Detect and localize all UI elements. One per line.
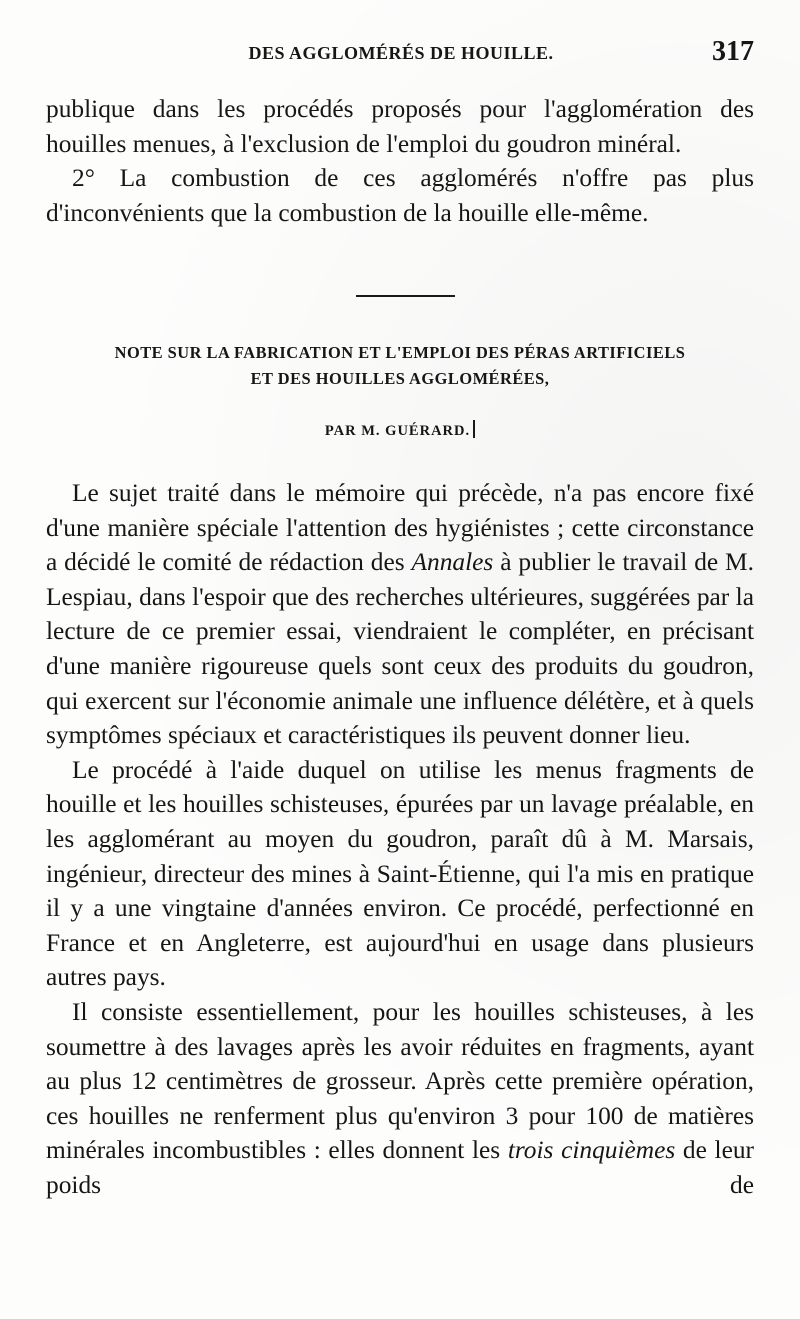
body-paragraph-2: Le procédé à l'aide duquel on utilise les menus fragments de houille et les houilles schisteuses, épurées par un lavage préalable, en les agglomérant au moyen du goudron, paraît dû à M. Marsais, ingénieur, directeur des mines à Saint-Étienne, qui l'a mis en pratique il y a une vingtaine d'années environ. Ce procédé, perfectionné en France et en Angleterre, est aujourd'hui en usage dans plusieurs autres pays. xyxy=(46,755,754,992)
margin-mark xyxy=(473,420,475,438)
annales-italic: Annales xyxy=(411,548,494,577)
note-title-line-1: NOTE SUR LA FABRICATION ET L'EMPLOI DES PÉRAS ARTIFICIELS xyxy=(114,343,686,362)
trois-cinquiemes-italic: trois cinquièmes xyxy=(507,1136,676,1165)
body-paragraph-1-text-a: Le sujet traité dans le mémoire qui précède, n'a pas encore fixé d'une manière spéciale l'attention des hygiénistes ; cette circonstance a décidé le comité de rédaction des xyxy=(46,479,754,577)
note-title-line-2: ET DES HOUILLES AGGLOMÉRÉES, xyxy=(250,369,550,388)
page-number: 317 xyxy=(712,36,754,67)
running-title: DES AGGLOMÉRÉS DE HOUILLE. xyxy=(248,43,554,63)
continuation-paragraph: publique dans les procédés proposés pour l'agglomération des houilles menues, à l'exclusion de l'emploi du goudron minéral. xyxy=(46,95,754,158)
body-paragraph-1 xyxy=(46,476,754,753)
note-title xyxy=(46,340,754,392)
note-body xyxy=(46,476,754,1202)
section-rule xyxy=(356,295,455,297)
page-header xyxy=(48,34,754,68)
author-name: PAR M. GUÉRARD. xyxy=(324,423,471,439)
conclusion-paragraph: 2° La combustion de ces agglomérés n'offre pas plus d'inconvénients que la combustion de la houille elle-même. xyxy=(46,164,754,227)
body-paragraph-1-text-b: à publier le travail de M. Lespiau, dans l'espoir que des recherches ultérieures, suggérées par la lecture de ce premier essai, viendraient le compléter, en précisant d'une manière rigoureuse quels sont ceux des produits du goudron, qui exercent sur l'économie animale une influence délétère, et à quels symptômes spéciaux et caractéristiques ils peuvent donner lieu. xyxy=(46,548,754,750)
continuation-text xyxy=(46,92,754,230)
body-paragraph-3 xyxy=(46,995,754,1203)
body-paragraph-3-text-a: Il consiste essentiellement, pour les houilles schisteuses, à les soumettre à des lavages après les avoir réduites en fragments, ayant au plus 12 centimètres de grosseur. Après cette première opération, ces houilles ne renferment plus qu'environ 3 pour 100 de matières minérales incombustibles : elles donnent les xyxy=(46,997,754,1165)
body-paragraph-3-text-b: de leur poids de xyxy=(46,1136,754,1199)
author-byline xyxy=(46,420,754,440)
